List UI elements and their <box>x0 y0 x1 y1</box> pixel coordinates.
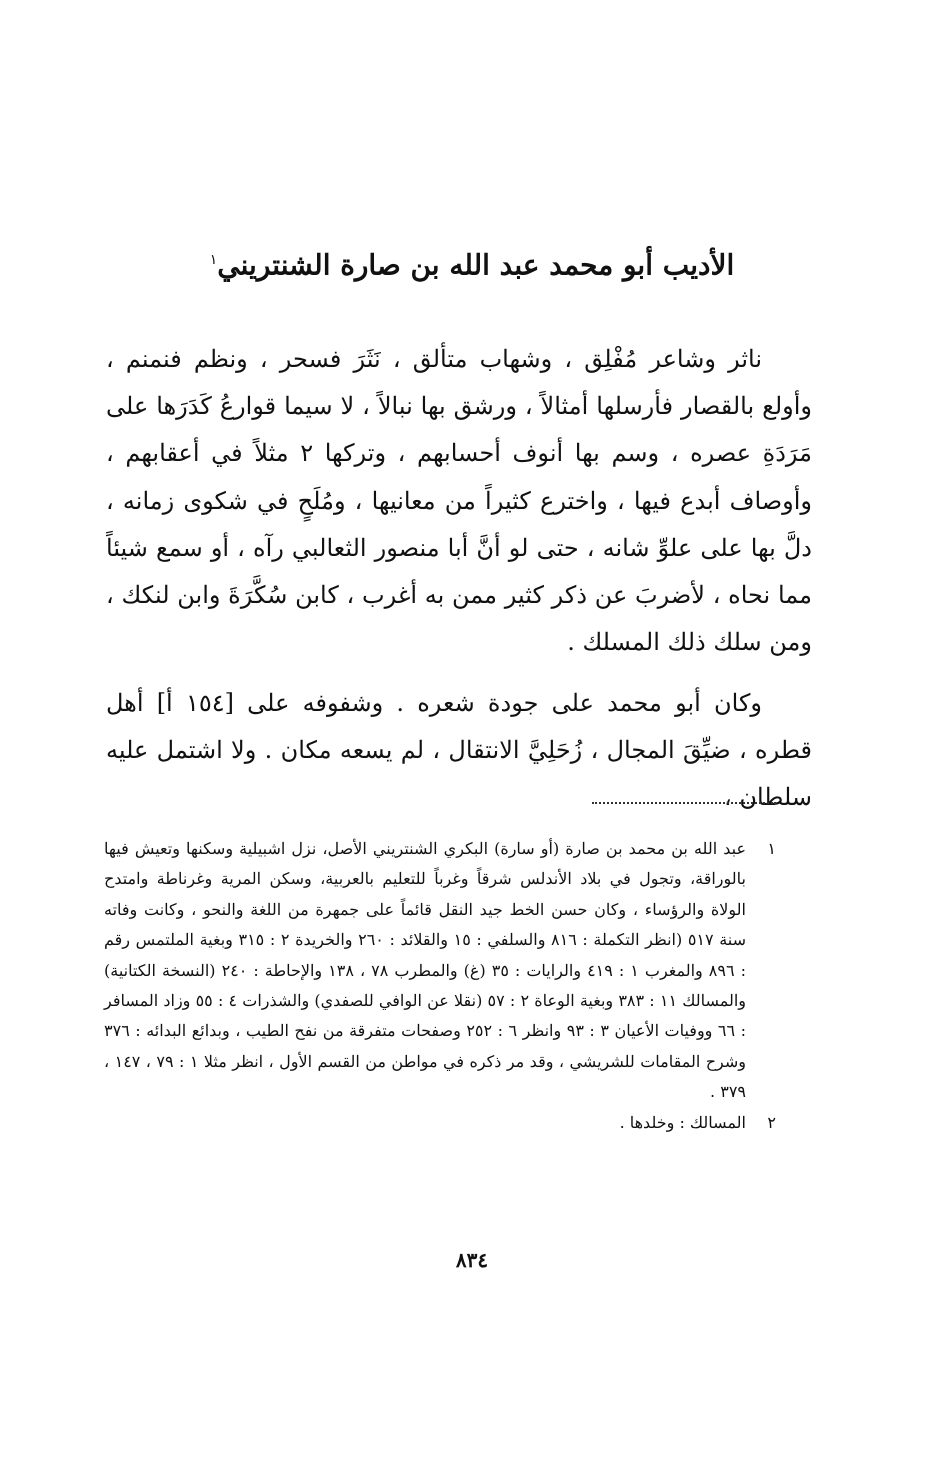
footnote-line: ٧٩ ، ١٤٧ ، ٣٧٩ . <box>104 1051 746 1102</box>
page-number: ٨٣٤ <box>455 1248 489 1272</box>
footnote-line: عبد الله بن محمد بن صارة (أو سارة) البكري الشنتريني الأصل، نزل اشبيلية وسكنها وتعيش <box>134 839 746 858</box>
footnote-line: وكانت وفاته سنة ٥١٧ (انظر التكملة : ٨١٦ والسلفي : ١٥ والقلائد : ٢٦٠ والخريدة <box>104 899 747 950</box>
footnote-number: ٢ <box>767 1112 776 1132</box>
paragraph-2 <box>106 680 812 822</box>
footnote-line: ٣ : ٩٣ وانظر ٦ : ٢٥٢ وصفحات متفرقة من نفح الطيب ، وبدائع البدائه : ٣٧٦ <box>104 1021 609 1041</box>
footnote-2 <box>104 1108 780 1138</box>
chapter-title <box>150 238 794 287</box>
footnote-1 <box>104 834 780 1108</box>
chapter-title-text: الأديب أبو محمد عبد الله بن صارة الشنتريني <box>217 248 735 282</box>
title-footnote-marker: ١ <box>209 252 218 268</box>
footnote-line: المسالك : وخلدها . <box>619 1112 746 1132</box>
footnote-line: ٥٧ (نقلا عن الوافي للصفدي) والشذرات ٤ : ٥٥ وزاد المسافر : ٦٦ ووفيات الأعيان <box>104 991 747 1041</box>
footnote-separator <box>592 802 776 804</box>
paragraph-2-text: وكان أبو محمد على جودة شعره . وشفوفه على [١٥٤ أ] أهل قطره ، ضيِّقَ المجال ، زُحَلِيَّ الانتقال ، لم يسعه مكان . ولا اشتمل عليه سلطان ، <box>106 689 812 812</box>
footnote-line: وامتدح الولاة والرؤساء ، وكان حسن الخط جيد النقل قائماً على جمهرة من اللغة والنحو ، <box>104 869 747 919</box>
footnotes <box>104 834 780 1138</box>
footnote-line: فيها بالوراقة، وتجول في بلاد الأندلس شرقاً وغرباً للتعليم بالعربية، وسكن المرية وغرناطة <box>104 839 746 889</box>
footnote-line: وشرح المقامات للشريشي ، وقد مر ذكره في مواطن من القسم الأول ، انظر مثلا ١ : <box>179 1051 746 1071</box>
footnote-line: ٧٨ ، ١٣٨ والإحاطة : ٢٤٠ (النسخة الكتانية) والمسالك ١١ : ٣٨٣ وبغية الوعاة ٢ : <box>104 960 747 1011</box>
footnote-number: ١ <box>767 839 776 858</box>
footnote-1-text <box>104 834 746 1108</box>
footnote-2-text <box>104 1108 746 1138</box>
paragraph-1 <box>106 336 812 666</box>
footnote-line: ٢ : ٣١٥ وبغية الملتمس رقم : ٨٩٦ والمغرب ١ : ٤١٩ والرايات : ٣٥ (غ) والمطرب <box>104 930 746 980</box>
paragraph-1-text: ناثر وشاعر مُفْلِق ، وشهاب متألق ، نَثَرَ فسحر ، ونظم فنمنم ، وأولع بالقصار فأرسلها أمثالاً ، ورشق بها نبالاً ، لا سيما قوارعُ كَدَرَها على مَرَدَةِ عصره ، وسم بها أنوف أحسابهم ، وتركها ٢ مثلاً في أعقابهم ، وأوصاف أبدع فيها ، واخترع كثيراً من معانيها ، ومُلَحٍ في شكوى زمانه ، دلَّ بها على علوِّ شانه ، حتى لو أنَّ أبا منصور الثعالبي رآه ، أو سمع شيئاً مما نحاه ، لأضربَ عن ذكر كثير ممن به أغرب ، كابن سُكَّرَةَ وابن لنكك ، ومن سلك ذلك المسلك . <box>106 345 812 657</box>
